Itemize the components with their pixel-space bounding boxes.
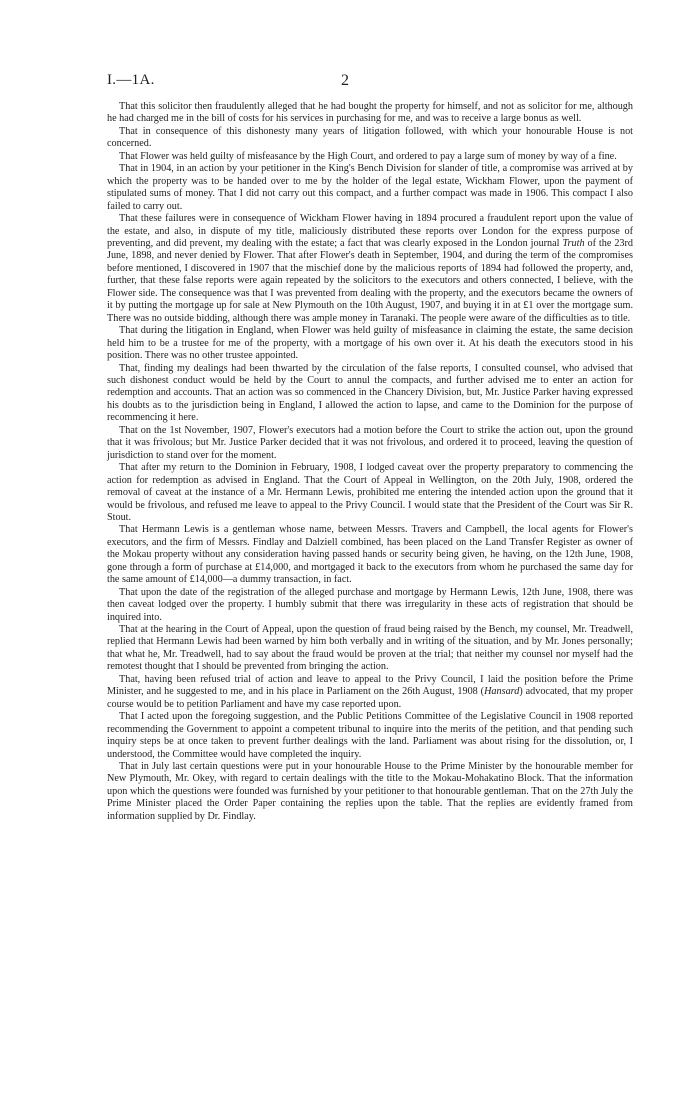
paragraph: That, finding my dealings had been thwarted by the circulation of the false reports, I consulted counsel, who advised that such dishonest conduct would be held by the Court to annul the compacts, and further advised me to enter an action for redemption and accounts. That an action was so commenced in the Chancery Division, but, Mr. Justice Parker having expressed his doubts as to the jurisdiction being in England, I allowed the action to lapse, and came to the Dominion for the purpose of recommencing it here. [107,362,633,424]
paragraph: That this solicitor then fraudulently alleged that he had bought the property for himself, and not as solicitor for me, although he had charged me in the bill of costs for his services in purchasing for me, and was to receive a large bonus as well. [107,101,633,125]
publication-title: Hansard [484,686,520,698]
paragraph: That at the hearing in the Court of Appeal, upon the question of fraud being raised by the Bench, my counsel, Mr. Treadwell, replied that Hermann Lewis had been warned by him both verbally and in writing of the situation, and by Mr. Jones personally; that what he, Mr. Treadwell, had to say about the fraud would be proven at the trial; that neither my counsel nor myself had the remotest thought that I should be prevented from bringing the action. [107,624,633,673]
publication-title: Truth [562,237,585,249]
petition-body [107,101,633,823]
paragraph: That these failures were in consequence of Wickham Flower having in 1894 procured a fraudulent report upon the value of the estate, and also, in dispute of my title, maliciously distributed these reports over London for the express purpose of preventing, and did prevent, my dealing with the estate; a fact that was clearly exposed in the London journal Truth of the 23rd June, 1898, and never denied by Flower. That after Flower's death in September, 1904, and during the term of the compromises before mentioned, I discovered in 1907 that the mischief done by the malicious reports of 1894 had followed the property, and, further, that these false reports were again repeated by the solicitors to the executors and others connected, I believe, with the Flower side. The consequence was that I was prevented from dealing with the property, and the executors became the owners of it by putting the mortgage up for sale at New Plymouth on the 10th August, 1907, and buying it in at £1 over the mortgage sum. There was no outside bidding, although there was ample money in Taranaki. The people were aware of the difficulties as to title. [107,213,633,324]
paragraph: That on the 1st November, 1907, Flower's executors had a motion before the Court to strike the action out, upon the ground that it was frivolous; but Mr. Justice Parker decided that it was not frivolous, and ordered it to proceed, leaving the question of jurisdiction to stand over for the moment. [107,424,633,461]
paragraph: That upon the date of the registration of the alleged purchase and mortgage by Hermann Lewis, 12th June, 1908, there was then caveat lodged over the property. I humbly submit that there was irregularity in these acts of registration that should be inquired into. [107,586,633,623]
page-header [107,72,633,94]
paragraph: That in July last certain questions were put in your honourable House to the Prime Minister by the honourable member for New Plymouth, Mr. Okey, with regard to certain dealings with the title to the Mokau-Mohakatino Block. That the information upon which the questions were founded was furnished by your petitioner to that honourable gentleman. That on the 27th July the Prime Minister placed the Order Paper containing the replies upon the table. That the replies are evidently framed from information supplied by Dr. Findlay. [107,761,633,822]
paragraph: That Flower was held guilty of misfeasance by the High Court, and ordered to pay a large sum of money by way of a fine. [119,150,617,162]
document-reference: I.—1A. [107,72,155,88]
paragraph: That in consequence of this dishonesty many years of litigation followed, with which your honourable House is not concerned. [107,125,633,150]
page-number: 2 [341,72,349,89]
paragraph: That in 1904, in an action by your petitioner in the King's Bench Division for slander of title, a compromise was arrived at by which the property was to be handed over to me by the holder of the legal estate, Wickham Flower, upon the payment of stipulated sums of money. That I did not carry out this compact, and a further compact was made in 1906. This compact I also failed to carry out. [107,163,633,212]
paragraph: That I acted upon the foregoing suggestion, and the Public Petitions Committee of the Legislative Council in 1908 reported recommending the Government to appoint a competent tribunal to inquire into the merits of the petition, and that pending such inquiry steps be at once taken to prevent further dealings with the land. Parliament was about rising for the dissolution, or, I understood, the Committee would have completed the inquiry. [107,711,633,760]
paragraph: That after my return to the Dominion in February, 1908, I lodged caveat over the property preparatory to commencing the action for redemption as advised in England. That the Court of Appeal in Wellington, on the 20th July, 1908, ordered the removal of caveat at the instance of a Mr. Hermann Lewis, prohibited me entering the intended action upon the ground that it would be frivolous, and refused me leave to appeal to the Privy Council. I would state that the President of the Court was Sir R. Stout. [107,462,633,523]
paragraph: That, having been refused trial of action and leave to appeal to the Privy Council, I laid the position before the Prime Minister, and he suggested to me, and in his place in Parliament on the 26th August, 1908 (Hansard) advocated, that my proper course would be to petition Parliament and have my case reported upon. [107,673,633,710]
paragraph: That during the litigation in England, when Flower was held guilty of misfeasance in claiming the estate, the same decision held him to be a trustee for me of the property, with a mortgage of his own over it. At his death the executors stood in his position. There was no other trustee appointed. [107,325,633,362]
paragraph: That Hermann Lewis is a gentleman whose name, between Messrs. Travers and Campbell, the local agents for Flower's executors, and the firm of Messrs. Findlay and Dalziell combined, has been placed on the Land Transfer Register as owner of the Mokau property without any consideration having passed hands or security being given, he having, on the 12th June, 1908, gone through a form of purchase at £14,000, and mortgaged it back to the executors from whom he purchased the same day for the same amount of £14,000—a dummy transaction, in fact. [107,524,633,586]
